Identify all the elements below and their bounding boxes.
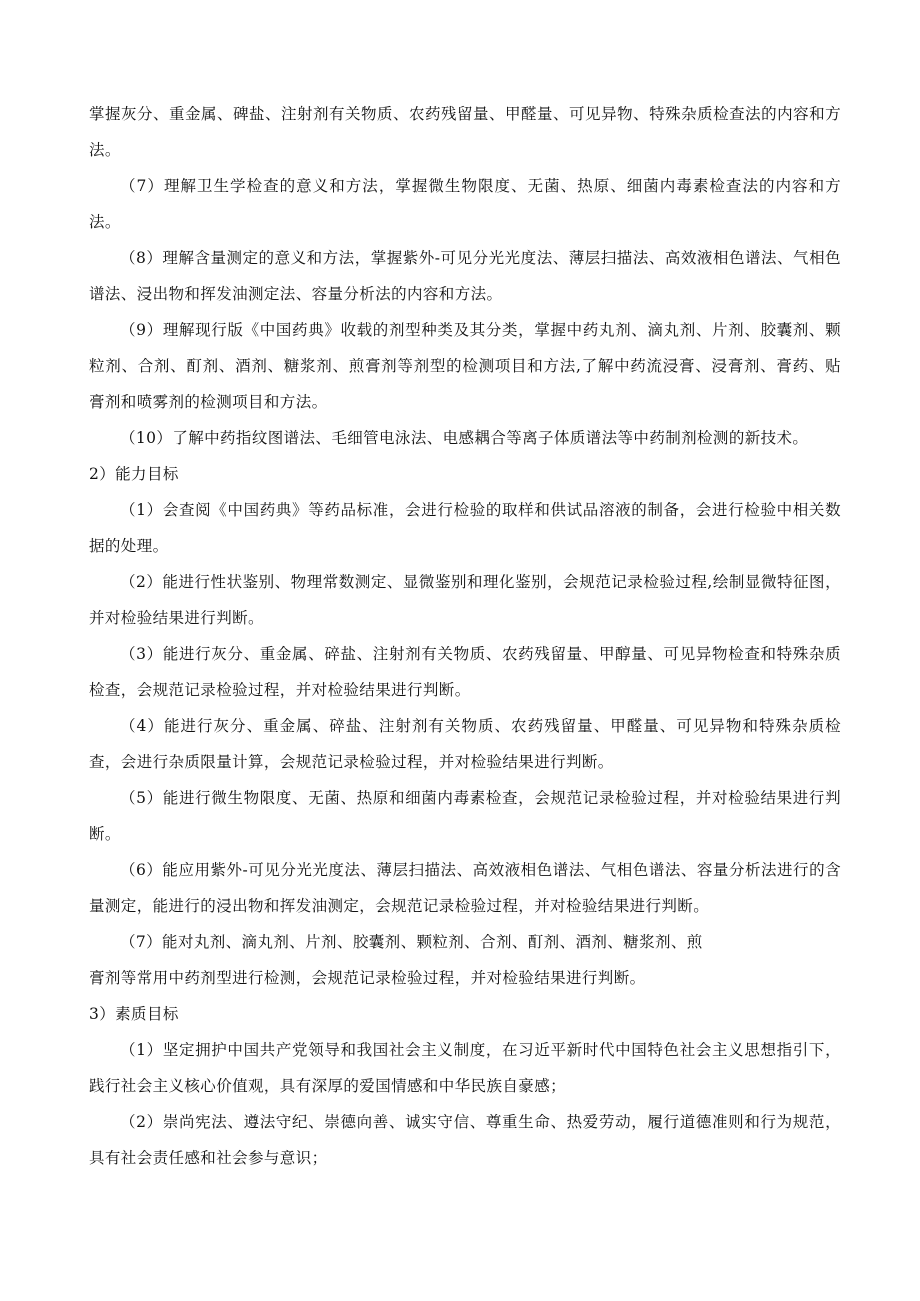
heading-ability-goals: 2）能力目标 xyxy=(89,465,179,483)
paragraph-ability-5: （5）能进行微生物限度、无菌、热原和细菌内毒素检查，会规范记录检验过程，并对检验结果进行判断。 xyxy=(89,789,841,843)
paragraph-ability-3: （3）能进行灰分、重金属、碎盐、注射剂有关物质、农药残留量、甲醇量、可见异物检查和特殊杂质检查，会规范记录检验过程，并对检验结果进行判断。 xyxy=(89,645,841,699)
paragraph-ability-7-line1: （7）能对丸剂、滴丸剂、片剂、胶囊剂、颗粒剂、合剂、酊剂、酒剂、糖浆剂、煎 xyxy=(120,933,703,951)
paragraph-knowledge-6-continued: 掌握灰分、重金属、碑盐、注射剂有关物质、农药残留量、甲醛量、可见异物、特殊杂质检查法的内容和方法。 xyxy=(89,105,841,159)
paragraph-quality-2: （2）崇尚宪法、遵法守纪、崇德向善、诚实守信、尊重生命、热爱劳动，履行道德准则和行为规范，具有社会责任感和社会参与意识； xyxy=(89,1113,841,1167)
paragraph-ability-2: （2）能进行性状鉴别、物理常数测定、显微鉴别和理化鉴别，会规范记录检验过程,绘制显微特征图，并对检验结果进行判断。 xyxy=(89,573,841,627)
paragraph-quality-1: （1）坚定拥护中国共产党领导和我国社会主义制度，在习近平新时代中国特色社会主义思想指引下，践行社会主义核心价值观，具有深厚的爱国情感和中华民族自豪感； xyxy=(89,1041,841,1095)
paragraph-knowledge-10: （10）了解中药指纹图谱法、毛细管电泳法、电感耦合等离子体质谱法等中药制剂检测的新技术。 xyxy=(120,429,809,447)
paragraph-knowledge-8: （8）理解含量测定的意义和方法，掌握紫外-可见分光光度法、薄层扫描法、高效液相色谱法、气相色谱法、浸出物和挥发油测定法、容量分析法的内容和方法。 xyxy=(89,249,841,303)
document-body xyxy=(89,96,841,1176)
heading-quality-goals: 3）素质目标 xyxy=(89,1005,179,1023)
paragraph-ability-7-line2: 膏剂等常用中药剂型进行检测，会规范记录检验过程，并对检验结果进行判断。 xyxy=(89,969,646,987)
paragraph-knowledge-7: （7）理解卫生学检查的意义和方法，掌握微生物限度、无菌、热原、细菌内毒素检查法的内容和方法。 xyxy=(89,177,841,231)
paragraph-knowledge-9: （9）理解现行版《中国药典》收载的剂型种类及其分类，掌握中药丸剂、滴丸剂、片剂、胶囊剂、颗粒剂、合剂、酊剂、酒剂、糖浆剂、煎膏剂等剂型的检测项目和方法,了解中药流浸膏、浸膏剂、膏药、贴膏剂和喷雾剂的检测项目和方法。 xyxy=(89,321,841,411)
paragraph-ability-1: （1）会查阅《中国药典》等药品标准，会进行检验的取样和供试品溶液的制备，会进行检验中相关数据的处理。 xyxy=(89,501,841,555)
paragraph-ability-6: （6）能应用紫外-可见分光光度法、薄层扫描法、高效液相色谱法、气相色谱法、容量分析法进行的含量测定，能进行的浸出物和挥发油测定，会规范记录检验过程，并对检验结果进行判断。 xyxy=(89,861,841,915)
paragraph-ability-4: （4）能进行灰分、重金属、碎盐、注射剂有关物质、农药残留量、甲醛量、可见异物和特殊杂质检查，会进行杂质限量计算，会规范记录检验过程，并对检验结果进行判断。 xyxy=(89,717,841,771)
